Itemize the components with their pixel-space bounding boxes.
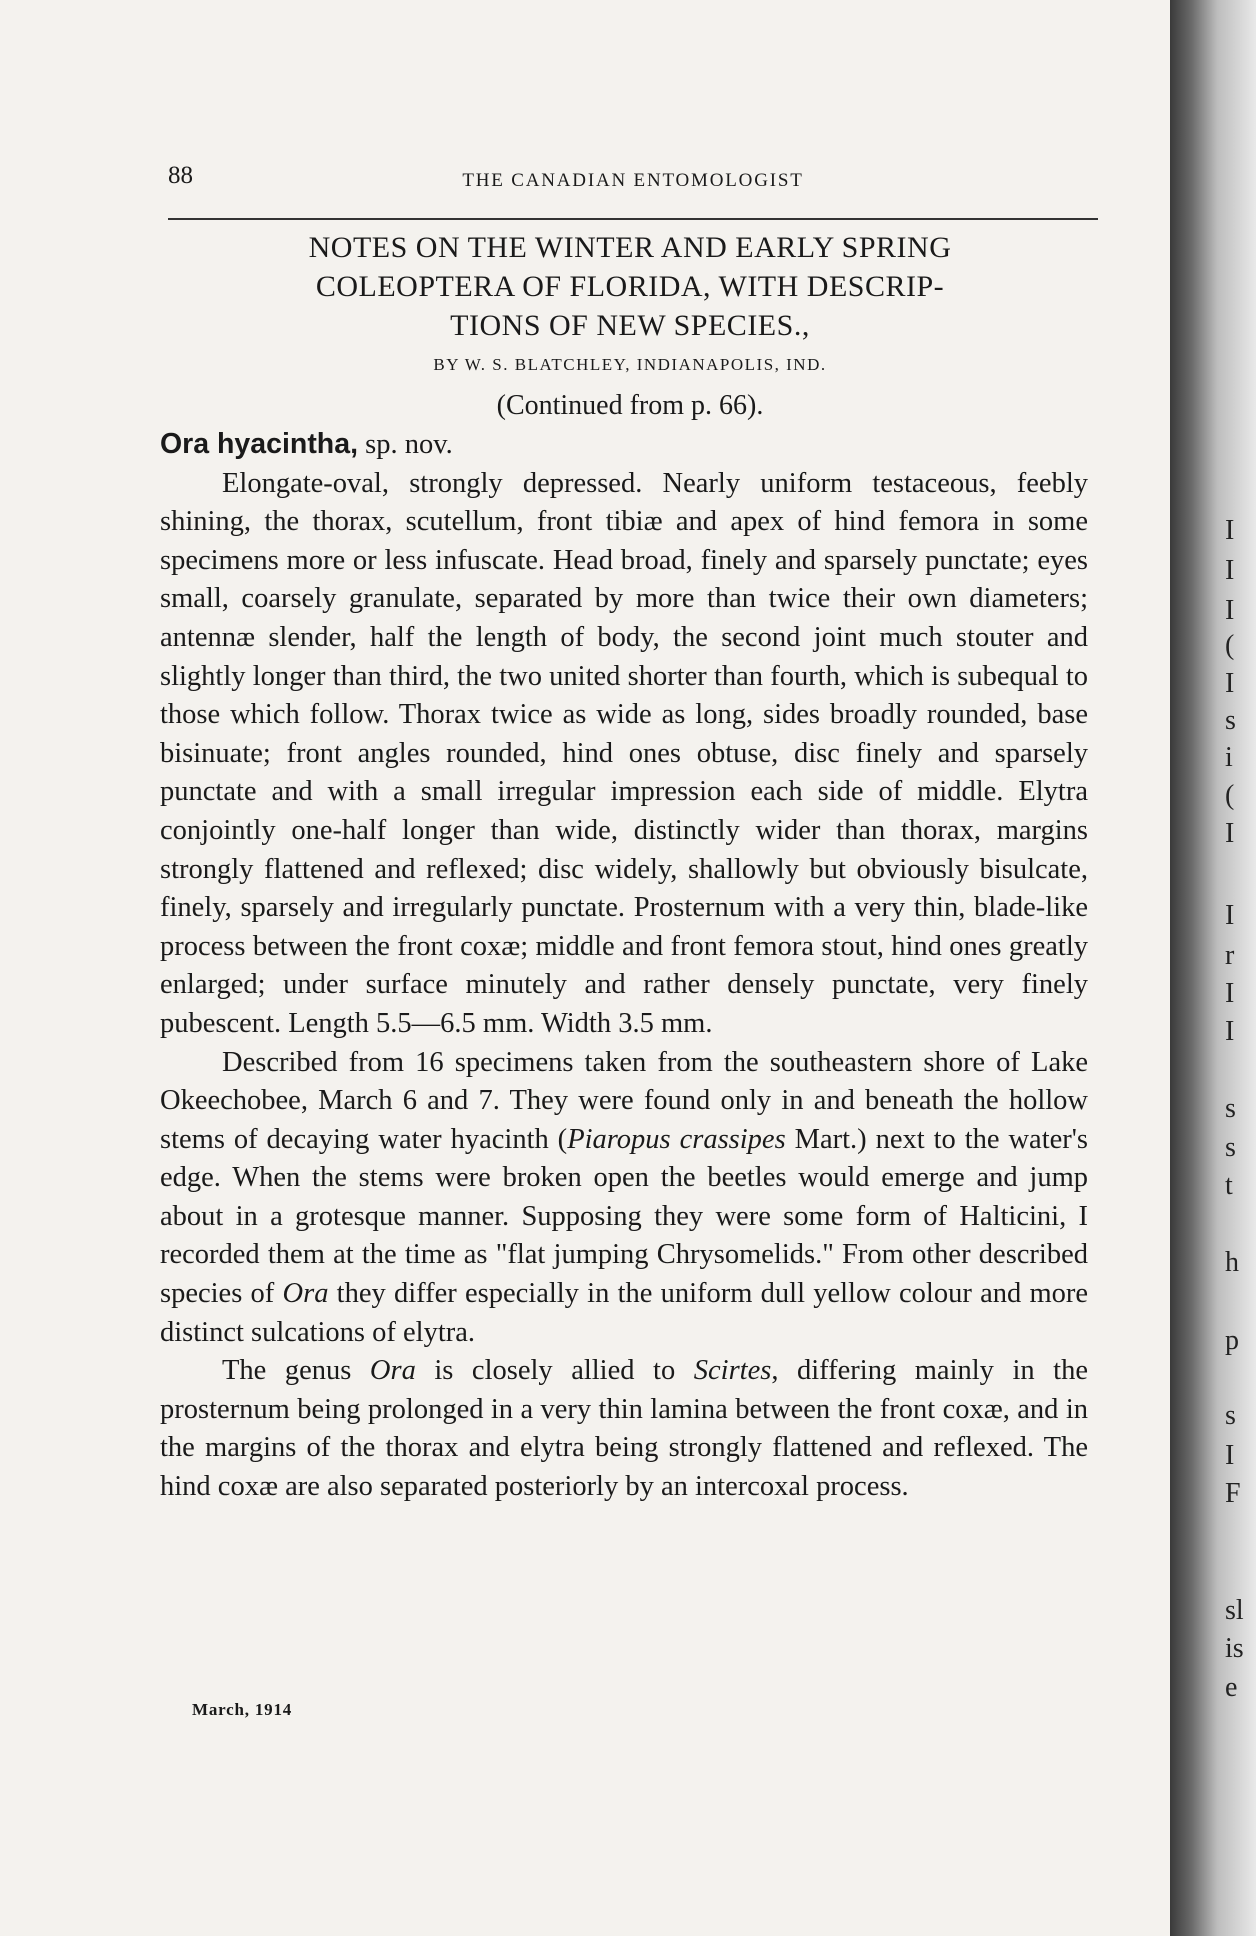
species-name: Ora hyacintha, xyxy=(160,428,358,460)
italic-taxon: Piaropus crassipes xyxy=(567,1123,786,1155)
paragraph-genus xyxy=(160,1352,1088,1506)
article-title xyxy=(160,228,1100,345)
article-body xyxy=(160,425,1088,1507)
edge-fragment: F xyxy=(1225,1478,1241,1509)
edge-fragment: e xyxy=(1225,1672,1238,1703)
edge-fragment: I xyxy=(1225,555,1235,586)
text-run: Described from 16 specimens taken from the southeastern shore of Lake Okeechobee, March 6 and 7. They were found only in and beneath the hollow stems of decaying water hyacinth ( xyxy=(160,1046,1088,1155)
paragraph-description: Elongate-oval, strongly depressed. Nearly uniform testaceous, feebly shining, the thorax, scutellum, front tibiæ and apex of hind femora in some specimens more or less infuscate. Head broad, finely and sparsely punctate; eyes small, coarsely granulate, separated by more than twice their own diameters; antennæ slender, half the length of body, the second joint much stouter and slightly longer than third, the two united shorter than fourth, which is subequal to those which follow. Thorax twice as wide as long, sides broadly rounded, base bisinuate; front angles rounded, hind ones obtuse, disc finely and sparsely punctate and with a small irregular impression each side of middle. Elytra conjointly one-half longer than wide, distinctly wider than thorax, margins strongly flattened and reflexed; disc widely, shallowly but obviously bisulcate, finely, sparsely and irregularly punctate. Prosternum with a very thin, blade-like process between the front coxæ; middle and front femora stout, hind ones greatly enlarged; under surface minutely and rather densely punctate, very finely pubescent. Length 5.5—6.5 mm. Width 3.5 mm. xyxy=(160,467,1088,1039)
paragraph-habitat xyxy=(160,1044,1088,1353)
byline: BY W. S. BLATCHLEY, INDIANAPOLIS, IND. xyxy=(433,355,827,374)
edge-fragment: s xyxy=(1225,705,1236,736)
text-run: Mart.) next to the water's edge. When the stems were broken open the beetles would emerge and jump about in a grotesque manner. Supposing they were some form of Halticini, I recorded them at the time as "flat jumping Chrysomelids." From other described species of xyxy=(160,1123,1088,1310)
title-line: TIONS OF NEW SPECIES., xyxy=(450,309,810,342)
edge-fragment: I xyxy=(1225,818,1235,849)
italic-taxon: Ora xyxy=(282,1278,329,1310)
italic-taxon: Ora xyxy=(369,1355,416,1387)
text-run: , differing mainly in the prosternum being prolonged in a very thin lamina between the front coxæ, and in the margins of the thorax and elytra being strongly flattened and reflexed. The hind coxæ are also separated posteriorly by an intercoxal process. xyxy=(160,1355,1088,1503)
edge-fragment: i xyxy=(1225,742,1233,773)
edge-fragment: I xyxy=(1225,1440,1235,1471)
edge-fragment: t xyxy=(1225,1170,1233,1201)
running-title: THE CANADIAN ENTOMOLOGIST xyxy=(462,170,804,191)
edge-fragment: I xyxy=(1225,900,1235,931)
header-rule xyxy=(168,218,1098,220)
page-header xyxy=(168,162,1098,202)
text-run: is closely allied to xyxy=(415,1355,694,1387)
edge-fragment: ( xyxy=(1225,630,1235,661)
edge-fragment: r xyxy=(1225,940,1235,971)
edge-fragment: I xyxy=(1225,595,1235,626)
adjacent-page-edge xyxy=(1170,0,1256,1936)
edge-fragment: sl xyxy=(1225,1595,1244,1626)
text-run: The genus xyxy=(222,1355,370,1387)
continued-note: (Continued from p. 66). xyxy=(496,390,764,421)
page-number: 88 xyxy=(168,162,193,189)
edge-fragment: I xyxy=(1225,978,1235,1009)
edge-fragment: s xyxy=(1225,1093,1236,1124)
edge-fragment: p xyxy=(1225,1325,1239,1356)
edge-fragment: I xyxy=(1225,668,1235,699)
issue-date: March, 1914 xyxy=(192,1700,293,1719)
species-heading xyxy=(160,425,1088,465)
italic-taxon: Scirtes xyxy=(693,1355,772,1387)
title-line: NOTES ON THE WINTER AND EARLY SPRING xyxy=(308,231,952,264)
title-line: COLEOPTERA OF FLORIDA, WITH DESCRIP- xyxy=(315,270,945,303)
edge-fragment: ( xyxy=(1225,780,1235,811)
edge-fragment: h xyxy=(1225,1247,1239,1278)
edge-fragment: I xyxy=(1225,515,1235,546)
edge-fragment: s xyxy=(1225,1400,1236,1431)
edge-fragment: is xyxy=(1225,1633,1244,1664)
edge-fragment: s xyxy=(1225,1132,1236,1163)
species-note: sp. nov. xyxy=(357,429,453,460)
text-run: they differ especially in the uniform dull yellow colour and more distinct sulcations of elytra. xyxy=(160,1278,1089,1348)
edge-fragment: I xyxy=(1225,1016,1235,1047)
